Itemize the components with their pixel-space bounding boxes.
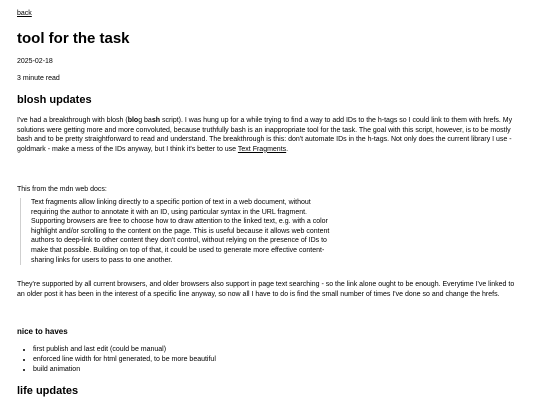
section-heading-blosh-updates: blosh updates bbox=[17, 94, 92, 106]
page-title: tool for the task bbox=[17, 30, 130, 47]
bold-text: sh bbox=[151, 117, 160, 124]
back-link[interactable]: back bbox=[17, 10, 32, 17]
paragraph-text: g bbox=[138, 117, 143, 124]
paragraph-text: I've had a breakthrough with blosh ( bbox=[17, 117, 128, 124]
list-item: • build animation bbox=[33, 365, 216, 375]
section-heading-nice-to-haves: nice to haves bbox=[17, 327, 68, 336]
section-heading-life-updates: life updates bbox=[17, 385, 79, 397]
paragraph-text: . bbox=[286, 145, 289, 153]
post-date: 2025-02-18 bbox=[17, 58, 53, 65]
paragraph-breakthrough bbox=[17, 116, 523, 154]
mdn-quote: Text fragments allow linking directly to a specific portion of text in a web document, without requiring the author to annotate it with an ID, using particular syntax in the URL fragment. Supporting browsers are free to choose how to draw attention to the linked text, e.g. with a color highlight and/or scrolling to the content on the page. This is useful because it allows web content authors to deep-link to other content they don't control, without relying on the presence of IDs to make that possible. Building on top of that, it could be used to generate more effective content-sharing links for users to pass to one another. bbox=[20, 198, 331, 265]
paragraph-mdn-intro: This from the mdn web docs: bbox=[17, 186, 107, 193]
text-fragments-link[interactable]: Text Fragments bbox=[237, 145, 287, 153]
nice-to-haves-list bbox=[22, 345, 216, 375]
read-time: 3 minute read bbox=[17, 75, 60, 82]
paragraph-text: script). I was hung up for a while trying to find a way to add IDs to the h-tags so I could link to them with hrefs. My solutions were getting more and more convoluted, because truthfully bash is an inappropriate tool for the task. The goal with this script, however, is to be mostly bash and to be pretty straightforward to read and understand. The breakthrough is this: don't automate IDs in the h-tags. Not only does the current library I use - goldmark - make a mess of the IDs anyway, but I think it's better to use bbox=[17, 117, 513, 153]
list-item: • first publish and last edit (could be manual) bbox=[33, 345, 216, 355]
paragraph-text: ba bbox=[142, 117, 152, 124]
list-item: • enforced line width for html generated, to be more beautiful bbox=[33, 355, 216, 365]
bold-text: blo bbox=[127, 117, 139, 124]
paragraph-browser-support: They're supported by all current browsers, and older browsers also support in page text searching - so the link alone ought to be enough. Everytime I've linked to an older post it has been in the interest of a specific line anyway, so now all I have to do is find the small number of times I've done so and change the hrefs. bbox=[17, 281, 515, 298]
